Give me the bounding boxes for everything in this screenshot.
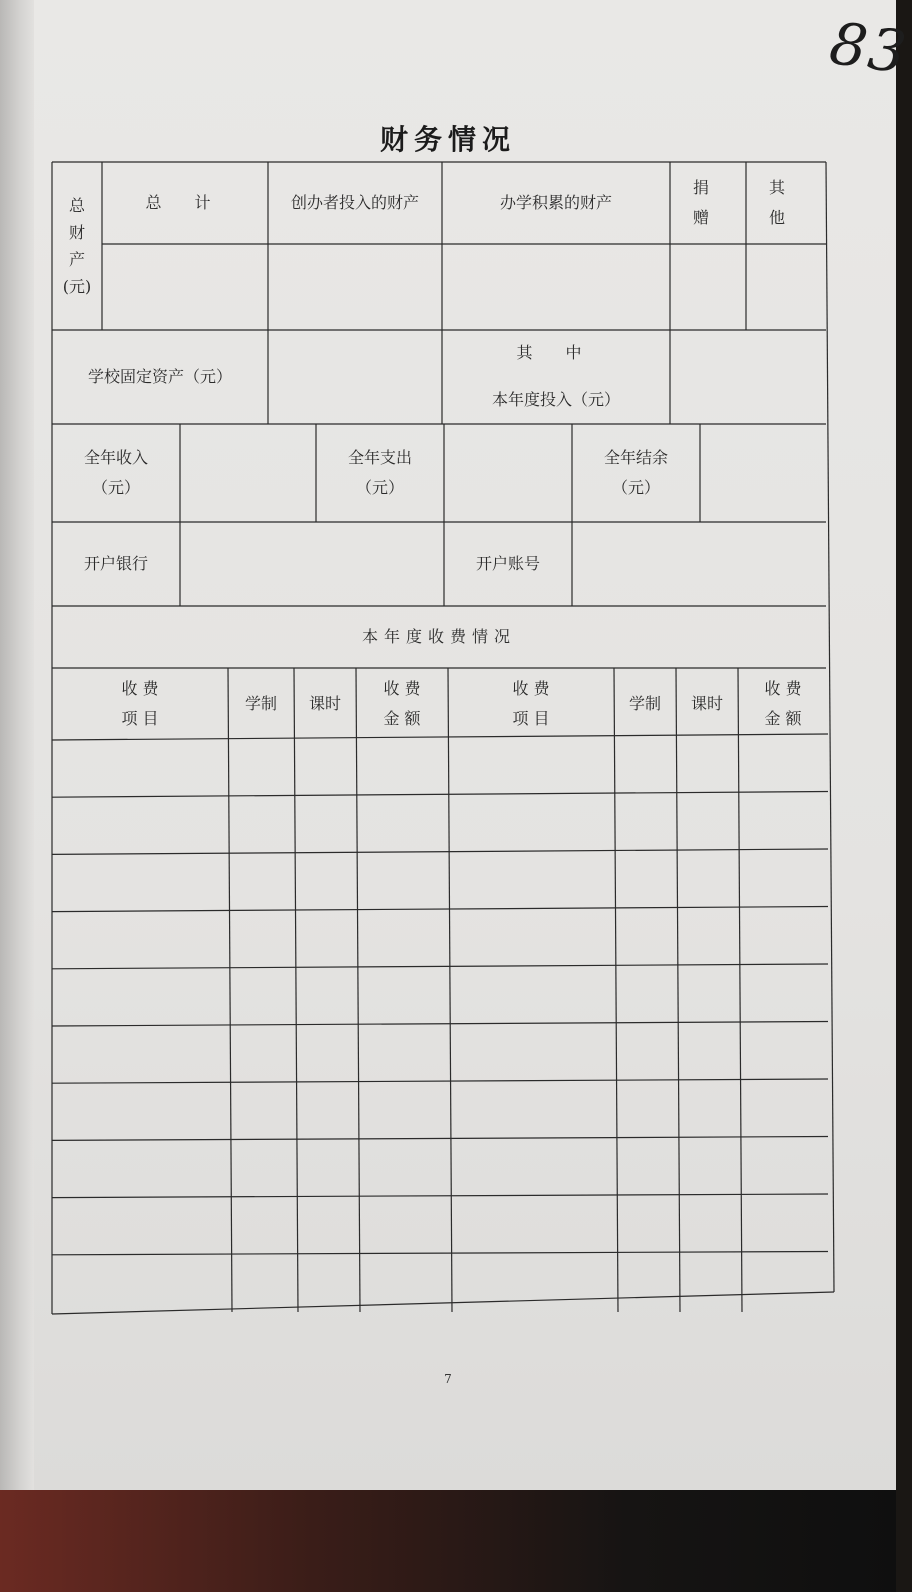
account-number-label: 开户账号 xyxy=(475,553,540,573)
vline-fee-3 xyxy=(448,668,452,1312)
col-founder-investment: 创办者投入的财产 xyxy=(290,192,419,212)
hline-fee-row-1 xyxy=(52,792,828,798)
annual-expense-label: 全年支出 （元） xyxy=(347,447,412,497)
col-accumulated: 办学积累的财产 xyxy=(499,192,612,212)
hline-fee-row-2 xyxy=(52,849,828,854)
col-other: 其 他 xyxy=(768,177,799,227)
annual-income-label: 全年收入 （元） xyxy=(83,447,148,497)
hline-fee-row-5 xyxy=(52,1022,828,1027)
fee-header-hours: 课时 xyxy=(308,693,341,713)
vline-fee-1 xyxy=(294,668,298,1312)
hline-fee-row-6 xyxy=(52,1079,828,1083)
col-donation: 捐 赠 xyxy=(692,177,723,227)
fee-header-amount: 收 费 金 额 xyxy=(383,678,421,728)
handwritten-page-number: 83 xyxy=(825,8,912,88)
total-assets-row-label: 总 财 产 (元) xyxy=(62,195,92,297)
hline-fee-row-9 xyxy=(52,1252,828,1255)
vline-fee-6 xyxy=(738,668,742,1312)
fixed-assets-label: 学校固定资产（元） xyxy=(87,366,232,386)
page-title: 财务情况 xyxy=(379,123,516,156)
fee-header-amount-2: 收 费 金 额 xyxy=(764,678,802,728)
fee-header-item: 收 费 项 目 xyxy=(121,678,159,728)
desk-background xyxy=(0,1490,896,1592)
hline-fee-row-8 xyxy=(52,1194,828,1198)
hline-fee-row-3 xyxy=(52,907,828,912)
fee-header-hours-2: 课时 xyxy=(690,693,723,713)
border-bottom xyxy=(52,1292,834,1314)
vline-fee-4 xyxy=(614,668,618,1312)
bank-label: 开户银行 xyxy=(83,553,148,573)
fees-section-title: 本年度收费情况 xyxy=(361,626,516,646)
finance-form xyxy=(52,162,840,1342)
hline-fee-row-7 xyxy=(52,1137,828,1141)
fee-header-item-2: 收 费 项 目 xyxy=(512,678,550,728)
this-year-investment-label: 本年度投入（元） xyxy=(491,389,620,409)
hline-fee-row-4 xyxy=(52,964,828,969)
page-edge xyxy=(0,0,34,1520)
page-number: 7 xyxy=(444,1372,452,1386)
vline-fee-2 xyxy=(356,668,360,1312)
of-which-label: 其 中 xyxy=(516,342,596,362)
vline-fee-0 xyxy=(228,668,232,1312)
fee-header-years: 学制 xyxy=(244,693,277,713)
fee-header-years-2: 学制 xyxy=(628,693,661,713)
annual-balance-label: 全年结余 （元） xyxy=(603,447,668,497)
vline-fee-5 xyxy=(676,668,680,1312)
col-total: 总 计 xyxy=(145,192,225,212)
